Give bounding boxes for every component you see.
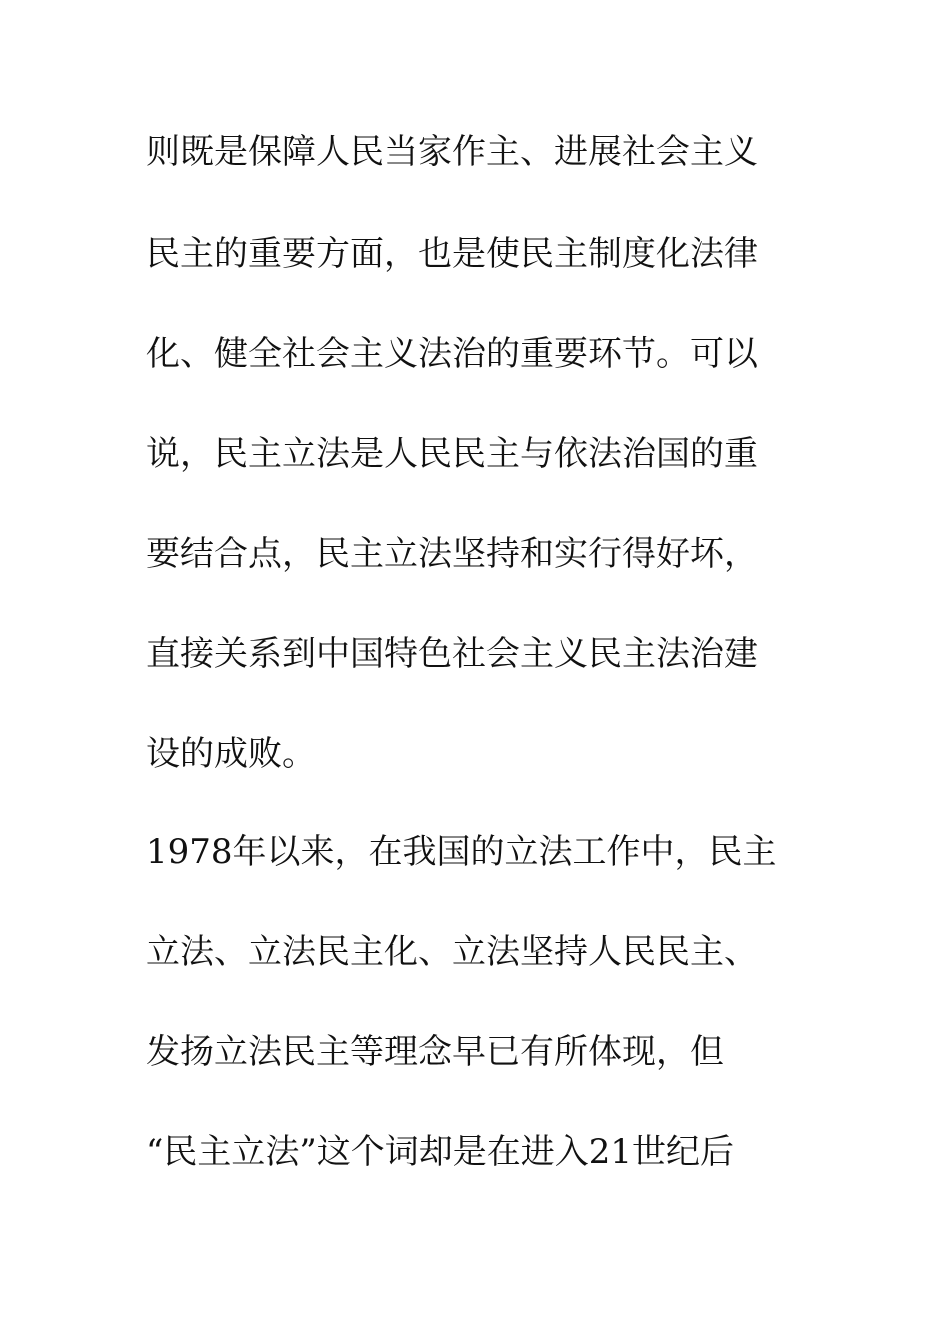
text-line: 设的成败。 [146,734,316,774]
text-line: 化、健全社会主义法治的重要环节。可以 [146,334,758,374]
text-line: 要结合点，民主立法坚持和实行得好坏， [146,534,758,574]
text-line: 发扬立法民主等理念早已有所体现，但 [146,1032,724,1072]
text-line: 1978年以来，在我国的立法工作中，民主 [146,832,777,872]
text-line: 则既是保障人民当家作主、进展社会主义 [146,132,758,172]
text-line: “民主立法”这个词却是在进入21世纪后 [146,1132,735,1172]
text-line: 立法、立法民主化、立法坚持人民民主、 [146,932,758,972]
text-line: 说，民主立法是人民民主与依法治国的重 [146,434,758,474]
text-line: 直接关系到中国特色社会主义民主法治建 [146,634,758,674]
text-line: 民主的重要方面，也是使民主制度化法律 [146,234,758,274]
